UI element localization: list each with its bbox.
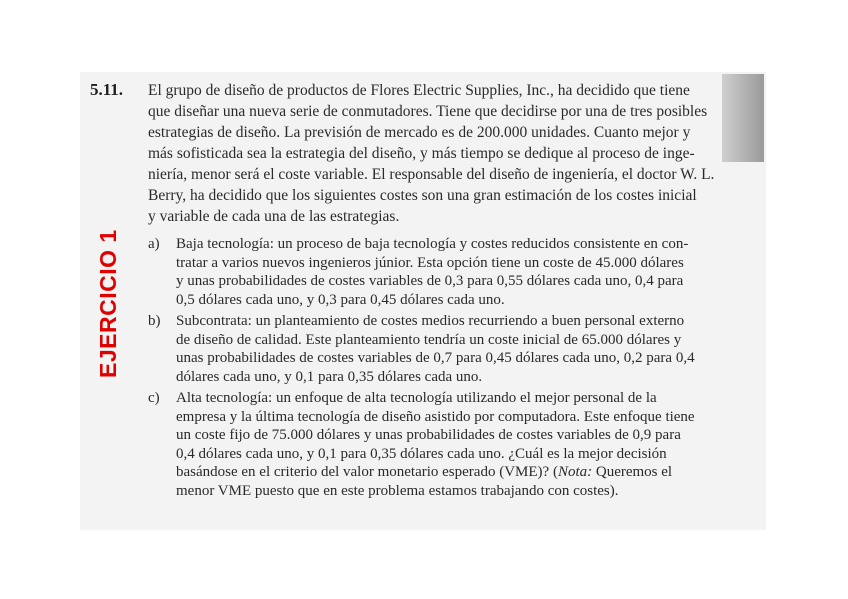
option-line: Alta tecnología: un enfoque de alta tecnología utilizando el mejor personal de la [176,390,657,406]
intro-line: niería, menor será el coste variable. El responsable del diseño de ingeniería, el doctor W. L. [148,166,715,183]
option-line: tratar a varios nuevos ingenieros júnior. Esta opción tiene un coste de 45.000 dólares [176,254,684,271]
option-letter: a) [148,236,160,252]
problem-number: 5.11. [90,80,124,99]
option-line: y unas probabilidades de costes variables de 0,3 para 0,55 dólares cada uno, 0,4 para [176,273,684,289]
intro-line: estrategias de diseño. La previsión de mercado es de 200.000 unidades. Cuanto mejor y [148,124,691,141]
option-line-with-note: basándose en el criterio del valor monetario esperado (VME)? (Nota: Queremos el [176,464,673,480]
option-line: unas probabilidades de costes variables de 0,7 para 0,45 dólares cada uno, 0,2 para 0,4 [176,350,695,366]
option-b [148,312,760,386]
option-line: de diseño de calidad. Este planteamiento tendría un coste inicial de 65.000 dólares y [176,331,682,348]
option-line: dólares cada uno, y 0,1 para 0,35 dólares cada uno. [176,368,483,385]
option-line: 0,4 dólares cada uno, y 0,1 para 0,35 dólares cada uno. ¿Cuál es la mejor decisión [176,445,667,462]
option-c [148,389,760,500]
option-line: Subcontrata: un planteamiento de costes medios recurriendo a buen personal externo [176,313,685,329]
option-letter: b) [148,313,161,329]
intro-line: El grupo de diseño de productos de Flores Electric Supplies, Inc., ha decidido que tiene [148,82,690,99]
exercise-side-label: EJERCICIO 1 [95,229,121,378]
option-line: empresa y la última tecnología de diseño asistido por computadora. Este enfoque tiene [176,408,695,425]
intro-line: más sofisticada sea la estrategia del diseño, y más tiempo se dedique al proceso de inge- [148,145,695,162]
option-line: Baja tecnología: un proceso de baja tecnología y costes reducidos consistente en con- [176,236,689,252]
intro-line: y variable de cada una de las estrategias. [148,208,400,225]
option-letter: c) [148,390,160,406]
options-list [148,235,760,500]
problem-intro [148,80,760,227]
intro-line: Berry, ha decidido que los siguientes costes son una gran estimación de los costes inicial [148,187,697,204]
intro-line: que diseñar una nueva serie de conmutadores. Tiene que decidirse por una de tres posibles [148,103,708,120]
option-line: menor VME puesto que en este problema estamos trabajando con costes). [176,482,619,499]
option-line: basándose en el criterio del valor monetario esperado (VME)? [176,464,550,480]
option-a [148,235,760,309]
note-label: Nota: [557,464,593,480]
note-text: Queremos el [592,464,673,480]
option-line: un coste fijo de 75.000 dólares y unas probabilidades de costes variables de 0,9 para [176,427,681,443]
option-line: 0,5 dólares cada uno, y 0,3 para 0,45 dólares cada uno. [176,291,505,308]
